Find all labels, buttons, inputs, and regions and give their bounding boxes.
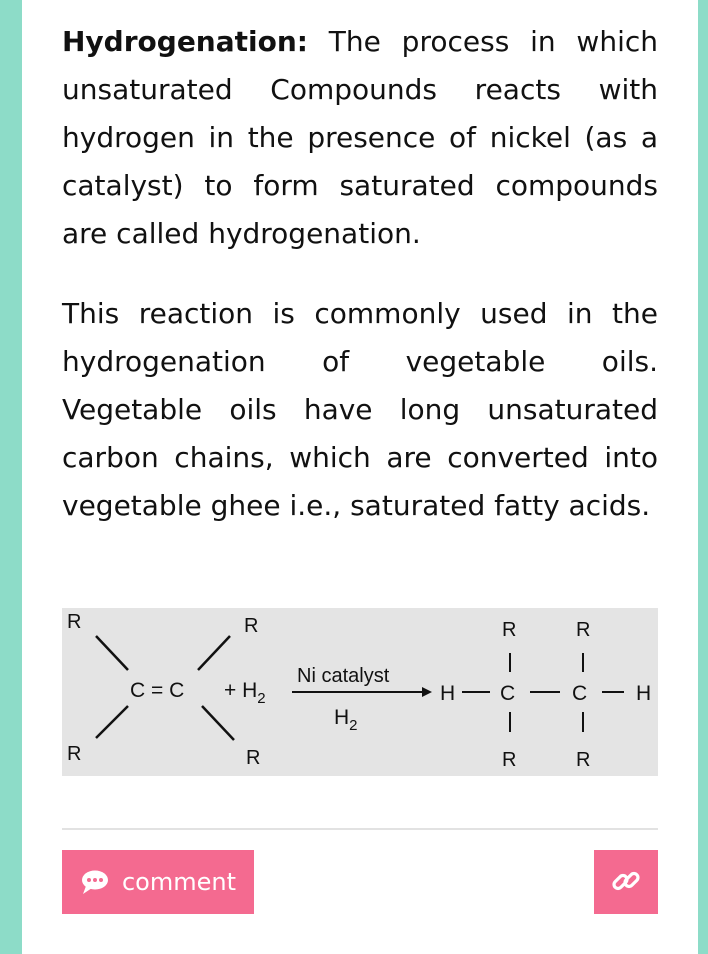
definition-paragraph: [62, 18, 658, 258]
product-r2-bottom: R: [576, 749, 591, 771]
usage-paragraph: This reaction is commonly used in the hydrogenation of vegetable oils. Vegetable oils have long unsaturated carbon chains, which are converted into vegetable ghee i.e., saturated fatty acids.: [62, 297, 658, 522]
catalyst-label: Ni catalyst: [297, 665, 390, 687]
reaction-diagram: [62, 608, 658, 776]
product-c1: C: [500, 682, 516, 705]
share-link-button[interactable]: [594, 850, 658, 914]
answer-card: [22, 0, 698, 954]
product-r2-top: R: [576, 619, 591, 641]
comment-label: comment: [121, 868, 237, 896]
product-r1-bottom: R: [502, 749, 517, 771]
r-top-left: R: [67, 611, 82, 633]
r-top-mid: R: [244, 615, 259, 637]
link-icon: [610, 865, 642, 900]
product-h-right: H: [636, 682, 652, 705]
plus-h2: + $H_2$: [224, 679, 266, 707]
r-bottom-left: R: [67, 743, 82, 765]
divider: [62, 828, 658, 830]
comment-button[interactable]: [62, 850, 254, 914]
product-c2: C: [572, 682, 588, 705]
product-h-left: H: [440, 682, 456, 705]
alkene-cc: C = C: [130, 679, 185, 702]
product-r1-top: R: [502, 619, 517, 641]
definition-text: The process in which unsaturated Compounds reacts with hydrogen in the presence of nickel (as a catalyst) to form saturated compounds are called hydrogenation.: [62, 25, 658, 250]
comment-icon: [80, 869, 110, 895]
definition-term: Hydrogenation:: [62, 25, 308, 58]
arrow-h2: $H_2$: [334, 706, 358, 734]
r-bottom-mid: R: [246, 747, 261, 769]
